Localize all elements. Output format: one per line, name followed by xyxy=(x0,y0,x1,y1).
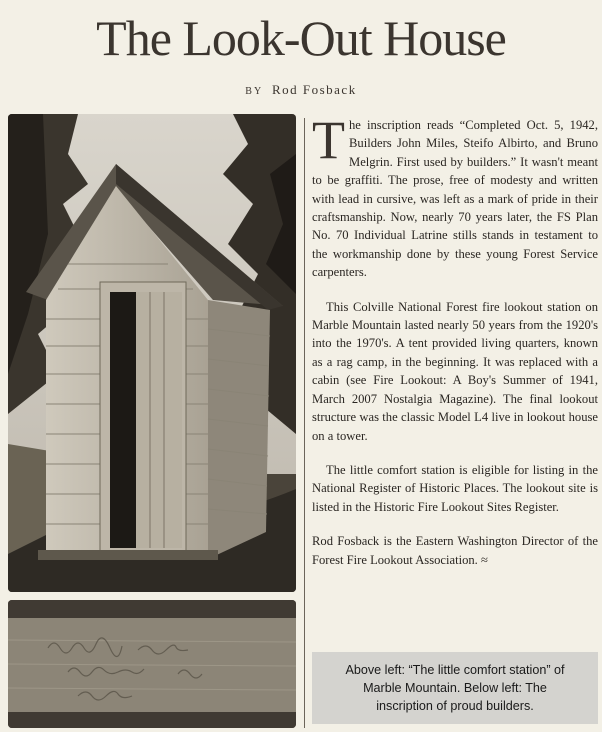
byline xyxy=(0,82,602,98)
photo-caption xyxy=(312,652,598,724)
inscription-photo xyxy=(8,600,296,728)
caption-text: Above left: “The little comfort station” of Marble Mountain. Below left: The inscription of proud builders. xyxy=(345,663,565,713)
paragraph-1-text: he inscription reads “Completed Oct. 5, 1942, Builders John Miles, Steifo Albirto, and Bruno Melgrin. First used by builders.” It wasn't meant to be graffiti. The prose, free of modesty and written with lead in cursive, was left as a mark of pride in their craftsmanship. Now, nearly 70 years later, the FS Plan No. 70 Individual Latrine stills stands in testament to the workmanship done by these young Forest Service carpenters. xyxy=(312,118,598,280)
byline-prefix: BY xyxy=(245,86,264,97)
outhouse-illustration xyxy=(8,114,296,592)
outhouse-photo xyxy=(8,114,296,592)
column-divider xyxy=(304,118,305,728)
paragraph-3: The little comfort station is eligible for listing in the National Register of Historic Places. The lookout site is listed in the Historic Fire Lookout Sites Register. xyxy=(312,462,598,514)
author-name: Rod Fosback xyxy=(271,82,357,97)
drop-cap: T xyxy=(312,110,345,170)
article-body xyxy=(312,110,598,585)
inscription-illustration xyxy=(8,600,296,728)
paragraph-1 xyxy=(312,110,598,282)
article-title: The Look-Out House xyxy=(96,10,506,66)
paragraph-2: This Colville National Forest fire lookout station on Marble Mountain lasted nearly 50 years from the 1920's into the 1970's. A tent provided living quarters, known as a rag camp, in the beginning. It was replaced with a cabin (see Fire Lookout: A Boy's Summer of 1941, March 2007 Nostalgia Magazine). The final lookout structure was the classic Model L4 live in lookout house on a tower. xyxy=(312,299,598,443)
paragraph-4: Rod Fosback is the Eastern Washington Director of the Forest Fire Lookout Association. ≈ xyxy=(312,534,598,567)
